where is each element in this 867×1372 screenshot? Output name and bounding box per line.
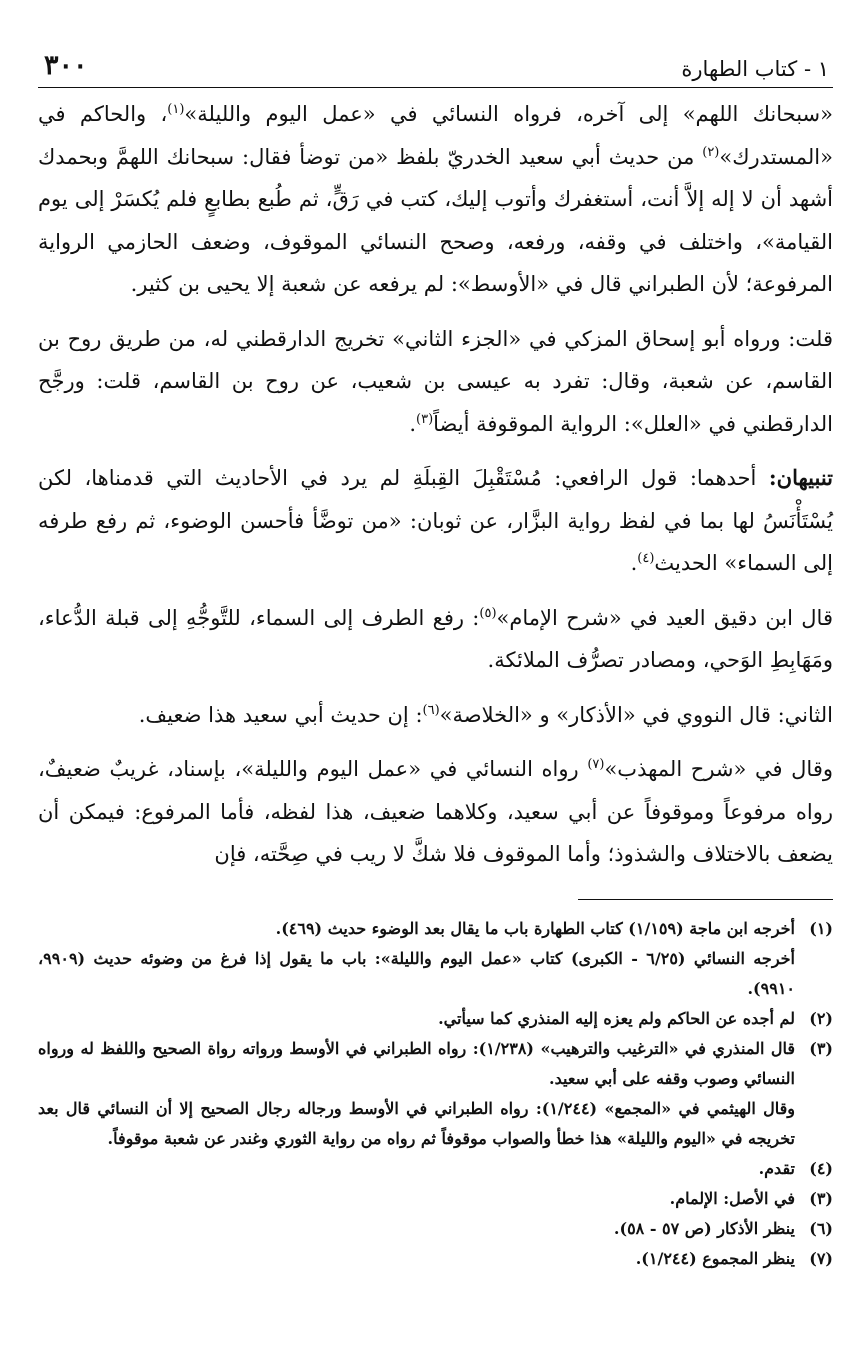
text-run: : إن حديث أبي سعيد هذا ضعيف.	[138, 702, 423, 727]
footnote-text: أخرجه النسائي (٦/٢٥ - الكبرى) كتاب «عمل اليوم والليلة»: باب ما يقول إذا فرغ من وضوئه حديث (٩٩٠٩، ٩٩١٠).	[38, 948, 795, 998]
footnote-marker[interactable]: (٢)	[702, 144, 720, 160]
main-text	[38, 93, 833, 876]
text-run: .	[409, 411, 417, 436]
footnote-number: (٣)	[809, 1188, 833, 1208]
footnote-number: (٤)	[809, 1158, 833, 1178]
footnote-marker[interactable]: (٣)	[416, 411, 434, 427]
footnote-number: (٣)	[809, 1038, 833, 1058]
paragraph	[38, 93, 833, 306]
footnote	[38, 914, 833, 1004]
footnote-text: قال المنذري في «الترغيب والترهيب» (١/٢٣٨): رواه الطبراني في الأوسط ورواته رواة الصحيح واللفظ له ورواه النسائي وصوب وقفه على أبي سعيد.	[38, 1038, 795, 1088]
footnote-text: ينظر الأذكار (ص ٥٧ - ٥٨).	[613, 1218, 795, 1238]
footnote-number: (٧)	[809, 1248, 833, 1268]
text-run: .	[630, 551, 638, 575]
footnote-text: في الأصل: الإلمام.	[669, 1188, 795, 1208]
footnote	[38, 1214, 833, 1244]
footnote-marker[interactable]: (٧)	[587, 757, 605, 772]
footnote-marker[interactable]: (٦)	[422, 702, 440, 718]
footnote	[38, 1154, 833, 1184]
text-run: ، والحاكم في «المستدرك»	[38, 102, 833, 169]
text-run: قال ابن دقيق العيد في «شرح الإمام»	[496, 605, 833, 630]
page-number: ٣٠٠	[44, 50, 88, 81]
footnote-text: تقدم.	[758, 1158, 795, 1178]
text-run: من حديث أبي سعيد الخدريّ بلفظ «من توضأ فقال: سبحانك اللهمَّ وبحمدك أشهد أن لا إله إلاَّ أنت، أستغفرك وأتوب إليك، كتب في رَقٍّ، ثم طُبع بطابعٍ فلم يُكسَرْ إلى يوم القيامة»، واختلف في وقفه، ورفعه، وصحح النسائي الموقوف، وضعف الحازمي الرواية المرفوعة؛ لأن الطبراني قال في «الأوسط»: لم يرفعه عن شعبة إلا يحيى بن كثير.	[38, 144, 833, 296]
footnote-text: أخرجه ابن ماجة (١/١٥٩) كتاب الطهارة باب ما يقال بعد الوضوء حديث (٤٦٩).	[275, 918, 795, 938]
footnote-number: (٢)	[809, 1008, 833, 1028]
footnote-marker[interactable]: (١)	[167, 102, 185, 117]
footnote-divider	[578, 899, 833, 900]
footnotes	[38, 914, 833, 1274]
paragraph	[38, 748, 833, 876]
text-run: : رفع الطرف إلى السماء، للتَّوجُّهِ إلى قبلة الدُّعاء، ومَهَابِطِ الوَحي، ومصادر تصرُّف الملائكة.	[38, 605, 833, 672]
text-run: قلت: ورواه أبو إسحاق المزكي في «الجزء الثاني» تخريج الدارقطني له، من طريق روح بن القاسم، عن شعبة، وقال: تفرد به عيسى بن شعيب، عن روح بن القاسم، قلت: ورجَّح الدارقطني في «العلل»: الرواية الموقوفة أيضاً	[38, 326, 833, 436]
text-run: وقال في «شرح المهذب»	[604, 757, 834, 781]
footnote	[38, 1244, 833, 1274]
paragraph	[38, 457, 833, 585]
text-run: الثاني: قال النووي في «الأذكار» و «الخلاصة»	[439, 702, 833, 727]
footnote-number: (٦)	[809, 1218, 833, 1238]
paragraph	[38, 694, 833, 737]
text-run: رواه النسائي في «عمل اليوم والليلة»، بإسناد، غريبٌ ضعيفٌ، رواه مرفوعاً وموقوفاً عن أبي سعيد، وكلاهما ضعيف، هذا لفظه، فأما المرفوع: فيمكن أن يضعف بالاختلاف والشذوذ؛ وأما الموقوف فلا شكَّ لا ريب في صِحَّته، فإن	[38, 757, 833, 866]
text-run: «سبحانك اللهم» إلى آخره، فرواه النسائي في «عمل اليوم والليلة»	[184, 102, 833, 126]
running-title: ١ - كتاب الطهارة	[681, 57, 829, 81]
footnote	[38, 1034, 833, 1154]
footnote-text: وقال الهيثمي في «المجمع» (١/٢٤٤): رواه الطبراني في الأوسط ورجاله رجال الصحيح إلا أن النسائي قال بعد تخريجه في «اليوم والليلة» هذا خطأ والصواب موقوفاً ثم رواه من رواية الثوري وغندر عن شعبة موقوفاً.	[38, 1098, 795, 1148]
paragraph	[38, 597, 833, 682]
section-lead: تنبيهان:	[768, 465, 833, 490]
footnote	[38, 1004, 833, 1034]
text-run: أحدهما: قول الرافعي: مُسْتَقْبِلَ القِبلَةِ لم يرد في الأحاديث التي قدمناها، لكن يُسْتَأْنَسُ لها بما في لفظ رواية البزَّار، عن ثوبان: «من توضَّأ فأحسن الوضوء، ثم رفع طرفه إلى السماء» الحديث	[38, 466, 833, 575]
paragraph	[38, 318, 833, 446]
footnote-number: (١)	[809, 918, 833, 938]
footnote-text: لم أجده عن الحاكم ولم يعزه إليه المنذري كما سيأتي.	[438, 1008, 795, 1028]
footnote-marker[interactable]: (٥)	[479, 605, 497, 621]
page-header	[38, 0, 833, 88]
footnote	[38, 1184, 833, 1214]
footnote-text: ينظر المجموع (١/٢٤٤).	[635, 1248, 795, 1268]
footnote-marker[interactable]: (٤)	[637, 551, 655, 566]
